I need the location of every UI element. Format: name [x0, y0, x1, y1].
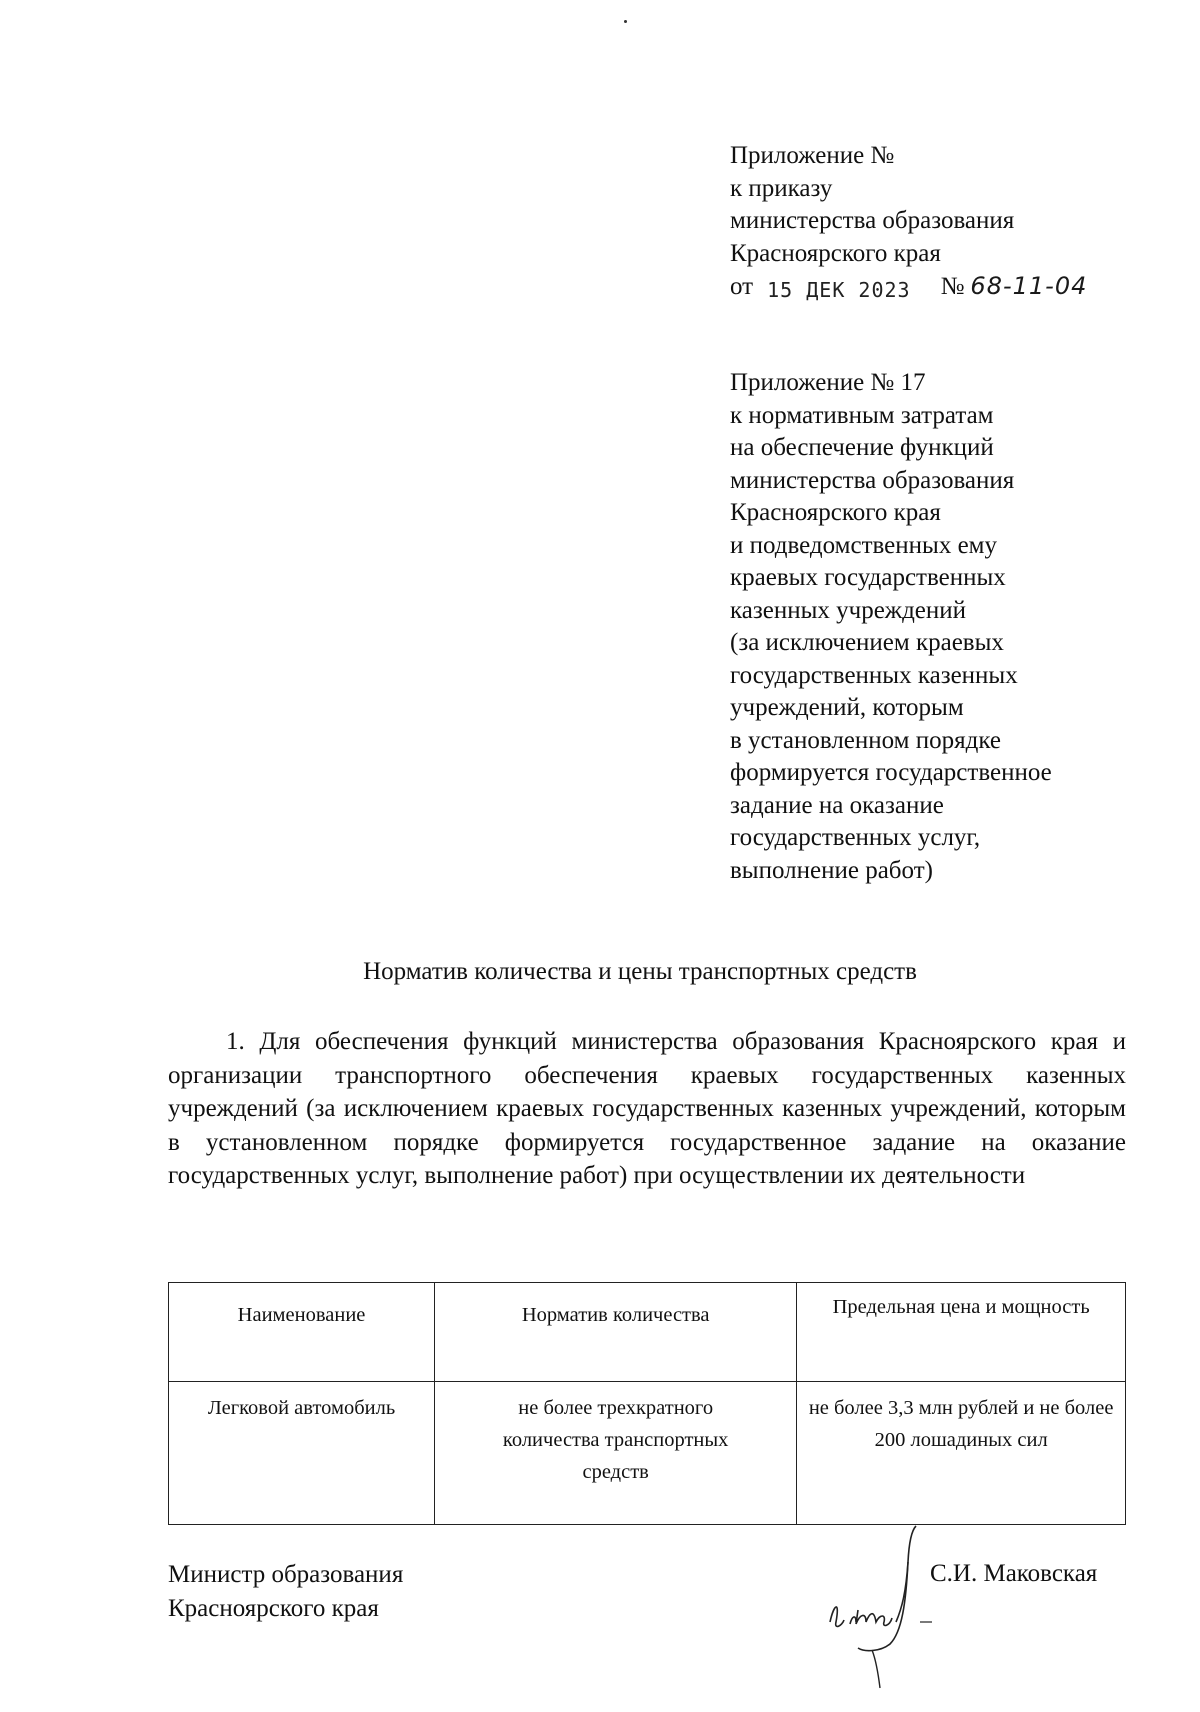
- appendix-norms-line: в установленном порядке: [730, 726, 1001, 754]
- appendix-norms-line: Красноярского края: [730, 499, 941, 526]
- appendix-norms-line: учреждений, которым: [730, 694, 964, 721]
- norms-table: [168, 1282, 1126, 1525]
- signatory-position-line1: Министр образования: [168, 1561, 404, 1588]
- order-date-stamp: 15 ДЕК 2023: [767, 278, 911, 302]
- table-header-row: [169, 1283, 1126, 1382]
- appendix-norms-line: и подведомственных ему: [730, 531, 997, 559]
- table-header-cell: [435, 1283, 797, 1382]
- table-header-quantity: Норматив количества: [521, 1304, 710, 1326]
- order-number-handwritten: 68-11-04: [970, 272, 1088, 300]
- appendix-norms-line: к нормативным затратам: [730, 401, 994, 429]
- table-cell-quantity: не более трехкратного количества транспортных средств: [435, 1382, 797, 1525]
- table-header-cell: [169, 1283, 435, 1382]
- table-cell-name: Легковой автомобиль: [169, 1382, 435, 1525]
- appendix-norms-line: выполнение работ): [730, 856, 933, 884]
- appendix-norms-line: казенных учреждений: [730, 596, 967, 624]
- scan-speck: [624, 20, 627, 23]
- signatory-position-line2: Красноярского края: [168, 1595, 379, 1622]
- order-date-number-line: [730, 270, 1087, 302]
- order-from-label: от: [730, 273, 754, 300]
- appendix-order-line4: Красноярского края: [730, 239, 941, 267]
- table-row: [169, 1382, 1126, 1525]
- table-cell-price: не более 3,3 млн рублей и не более 200 лошадиных сил: [797, 1382, 1126, 1525]
- signatory-name: С.И. Маковская: [930, 1560, 1098, 1587]
- appendix-order-line3: министерства образования: [730, 207, 1015, 234]
- table-header-name: Наименование: [237, 1304, 366, 1326]
- table-header-cell: [797, 1283, 1126, 1382]
- appendix-norms-line: Приложение № 17: [730, 369, 926, 396]
- handwritten-signature: [820, 1522, 950, 1692]
- signatory-position: [168, 1558, 403, 1626]
- appendix-norms-line: государственных услуг,: [730, 824, 981, 851]
- order-number-sign: №: [940, 273, 965, 300]
- appendix-norms-line: (за исключением краевых: [730, 629, 1004, 656]
- appendix-norms-line: задание на оказание: [730, 791, 944, 819]
- appendix-norms-line: формируется государственное: [730, 759, 1052, 786]
- appendix-norms-block: [730, 367, 1052, 887]
- document-title: Норматив количества и цены транспортных средств: [363, 958, 917, 985]
- appendix-order-line2: к приказу: [730, 174, 833, 202]
- document-paragraph: 1. Для обеспечения функций министерства образования Красноярского края и организации транспортного обеспечения краевых государственных казенных учреждений (за исключением краевых государственных казенных учреждений, которым в установленном порядке формируется государственное задание на оказание государственных услуг, выполнение работ) при осуществлении их деятельности: [168, 1028, 1126, 1189]
- table-header-price: Предельная цена и мощность: [832, 1296, 1090, 1318]
- appendix-order-block: [730, 140, 1087, 302]
- appendix-norms-line: краевых государственных: [730, 564, 1006, 591]
- appendix-norms-line: на обеспечение функций: [730, 434, 994, 461]
- appendix-norms-line: государственных казенных: [730, 661, 1018, 689]
- appendix-order-line1: Приложение №: [730, 142, 895, 169]
- appendix-norms-line: министерства образования: [730, 466, 1015, 494]
